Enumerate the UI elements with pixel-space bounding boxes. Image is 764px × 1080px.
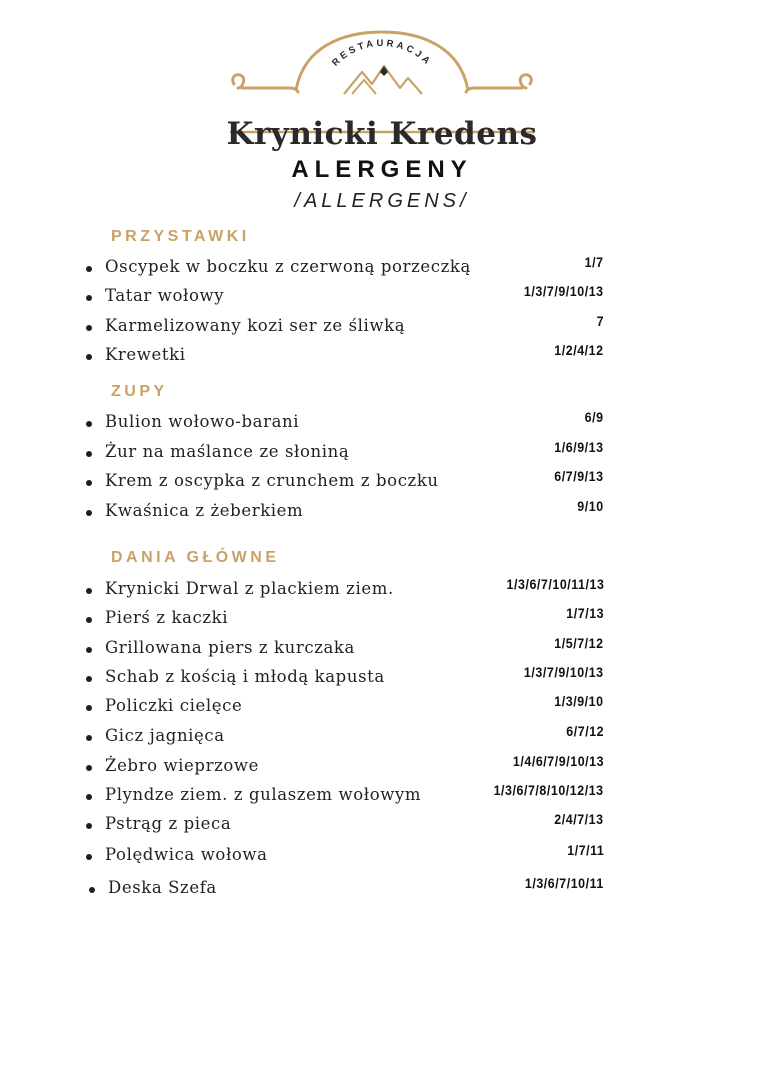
dish-name: Gicz jagnięca xyxy=(105,726,225,745)
dish-name: Schab z kością i młodą kapusta xyxy=(105,667,385,686)
bullet-icon xyxy=(86,325,92,331)
dish-name: Żur na maślance ze słoniną xyxy=(105,442,350,461)
allergen-codes: 6/9 xyxy=(585,410,604,425)
bullet-icon xyxy=(86,794,92,800)
dish-name: Żebro wieprzowe xyxy=(105,756,259,775)
dish-name: Polędwica wołowa xyxy=(105,845,268,864)
bullet-icon xyxy=(86,823,92,829)
bullet-icon xyxy=(86,676,92,682)
dish-name: Karmelizowany kozi ser ze śliwką xyxy=(105,316,406,335)
bullet-icon xyxy=(86,705,92,711)
bullet-icon xyxy=(86,617,92,623)
list-item xyxy=(0,501,764,525)
list-item xyxy=(0,878,764,902)
allergen-codes: 1/4/6/7/9/10/13 xyxy=(512,754,604,769)
allergen-codes: 1/7/13 xyxy=(566,606,604,621)
allergen-codes: 1/3/6/7/10/11/13 xyxy=(506,577,604,592)
allergen-codes: 1/3/7/9/10/13 xyxy=(524,665,604,680)
allergen-codes: 1/3/7/9/10/13 xyxy=(524,284,604,299)
list-item xyxy=(0,608,764,632)
bullet-icon xyxy=(86,451,92,457)
svg-text:RESTAURACJA xyxy=(330,38,434,69)
allergen-codes: 1/3/9/10 xyxy=(554,694,604,709)
bullet-icon xyxy=(86,735,92,741)
dish-name: Policzki cielęce xyxy=(105,696,243,715)
restaurant-name: Krynicki Kredens xyxy=(226,116,538,152)
list-item xyxy=(0,442,764,466)
allergen-codes: 1/3/6/7/10/11 xyxy=(524,876,604,891)
list-item xyxy=(0,638,764,662)
allergen-codes: 1/6/9/13 xyxy=(554,440,604,455)
bullet-icon xyxy=(86,854,92,860)
allergen-codes: 1/3/6/7/8/10/12/13 xyxy=(493,783,604,798)
dish-name: Pierś z kaczki xyxy=(105,608,229,627)
logo-arc-text: RESTAURACJA xyxy=(330,37,434,69)
section-heading-przystawki: PRZYSTAWKI xyxy=(111,228,250,245)
dish-name: Deska Szefa xyxy=(108,878,217,897)
allergen-codes: 1/5/7/12 xyxy=(554,636,604,651)
bullet-icon xyxy=(86,354,92,360)
list-item xyxy=(0,785,764,809)
page-title: ALERGENY xyxy=(291,156,473,183)
page-subtitle: /ALLERGENS/ xyxy=(294,190,470,212)
list-item xyxy=(0,667,764,691)
list-item xyxy=(0,316,764,340)
allergen-codes: 2/4/7/13 xyxy=(554,812,604,827)
list-item xyxy=(0,257,764,281)
section-heading-dania-glowne: DANIA GŁÓWNE xyxy=(111,549,280,566)
dish-name: Pstrąg z pieca xyxy=(105,814,232,833)
dish-name: Kwaśnica z żeberkiem xyxy=(105,501,304,520)
bullet-icon xyxy=(89,887,95,893)
bullet-icon xyxy=(86,765,92,771)
bullet-icon xyxy=(86,421,92,427)
restaurant-logo xyxy=(226,28,538,152)
bullet-icon xyxy=(86,588,92,594)
dish-name: Grillowana piers z kurczaka xyxy=(105,638,355,657)
section-heading-zupy: ZUPY xyxy=(111,383,168,400)
list-item xyxy=(0,412,764,436)
allergen-codes: 6/7/9/13 xyxy=(554,469,604,484)
list-item xyxy=(0,845,764,869)
bullet-icon xyxy=(86,510,92,516)
bullet-icon xyxy=(86,266,92,272)
list-item xyxy=(0,814,764,838)
dish-name: Krynicki Drwal z plackiem ziem. xyxy=(105,579,394,598)
dish-name: Plyndze ziem. z gulaszem wołowym xyxy=(105,785,422,804)
dish-name: Tatar wołowy xyxy=(105,286,225,305)
list-item xyxy=(0,345,764,369)
bullet-icon xyxy=(86,480,92,486)
allergen-codes: 1/7/11 xyxy=(566,843,604,858)
list-item xyxy=(0,286,764,310)
allergen-codes: 1/2/4/12 xyxy=(554,343,604,358)
dish-name: Bulion wołowo-barani xyxy=(105,412,300,431)
list-item xyxy=(0,726,764,750)
dish-name: Oscypek w boczku z czerwoną porzeczką xyxy=(105,257,471,276)
bullet-icon xyxy=(86,295,92,301)
bullet-icon xyxy=(86,647,92,653)
list-item xyxy=(0,756,764,780)
dish-name: Krem z oscypka z crunchem z boczku xyxy=(105,471,439,490)
list-item xyxy=(0,696,764,720)
list-item xyxy=(0,579,764,603)
dish-name: Krewetki xyxy=(105,345,186,364)
allergen-codes: 7 xyxy=(596,314,604,329)
allergen-codes: 9/10 xyxy=(577,499,604,514)
allergen-codes: 6/7/12 xyxy=(566,724,604,739)
allergen-codes: 1/7 xyxy=(585,255,604,270)
list-item xyxy=(0,471,764,495)
